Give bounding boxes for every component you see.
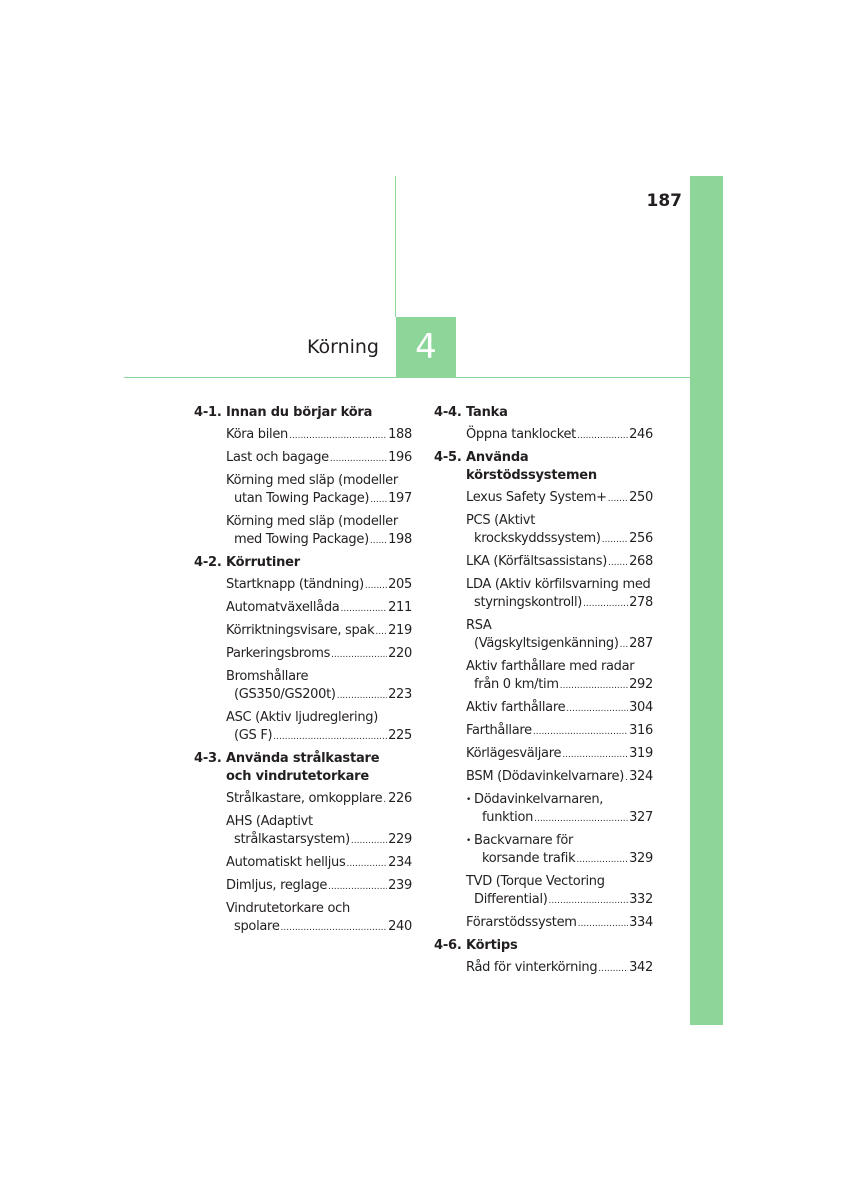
entry-text — [226, 709, 412, 727]
entry-last-line — [226, 531, 412, 550]
dot-leader — [576, 851, 628, 869]
entry-text-line: LKA (Körfältsassistans) — [466, 554, 607, 569]
entry-page-number: 196 — [388, 450, 412, 465]
entry-page-number: 319 — [629, 746, 653, 761]
section-heading — [194, 404, 412, 422]
toc-entry[interactable] — [194, 426, 412, 445]
section-heading — [434, 449, 653, 485]
entry-text — [226, 668, 412, 686]
entry-text-line: Bromshållare — [226, 669, 309, 684]
entry-page-number: 292 — [629, 677, 653, 692]
section-number: 4-1. — [194, 405, 222, 420]
entry-text-line: Startknapp (tändning) — [226, 577, 364, 592]
entry-page-number: 229 — [388, 832, 412, 847]
chapter-title: Körning — [306, 336, 379, 358]
entry-last-line — [466, 914, 653, 933]
entry-last-line — [466, 426, 653, 445]
entry-text-line: utan Towing Package) — [234, 491, 370, 506]
toc-entry[interactable] — [194, 599, 412, 618]
entry-last-line — [226, 877, 412, 896]
entry-last-line — [466, 594, 653, 613]
entry-page-number: 268 — [629, 554, 653, 569]
chapter-number-box — [396, 317, 456, 377]
toc-entry[interactable] — [434, 768, 653, 787]
entry-text-line: Parkeringsbroms — [226, 646, 331, 661]
entry-text-line: med Towing Package) — [234, 532, 369, 547]
dot-leader — [328, 878, 387, 896]
entry-last-line — [226, 831, 412, 850]
entry-page-number: 205 — [388, 577, 412, 592]
entry-text-line: PCS (Aktivt — [466, 513, 535, 528]
bullet-icon: • — [466, 836, 472, 846]
entry-page-number: 225 — [388, 728, 412, 743]
entry-last-line — [226, 790, 412, 809]
section-title-line: Innan du börjar köra — [226, 405, 373, 420]
entry-text-line: Köra bilen — [226, 427, 288, 442]
entry-text-line: Körriktningsvisare, spak — [226, 623, 375, 638]
section-number: 4-2. — [194, 555, 222, 570]
entry-page-number: 246 — [629, 427, 653, 442]
entry-page-number: 256 — [629, 531, 653, 546]
entry-text-line: spolare — [234, 919, 280, 934]
entry-last-line — [466, 530, 653, 549]
entry-text — [466, 658, 653, 676]
toc-entry[interactable] — [194, 813, 412, 850]
toc-entry[interactable] — [194, 576, 412, 595]
dot-leader — [370, 491, 387, 509]
section-number: 4-3. — [194, 751, 222, 766]
entry-text — [466, 576, 653, 594]
entry-last-line — [466, 722, 653, 741]
entry-last-line — [226, 727, 412, 746]
entry-text-line: (GS350/GS200t) — [234, 687, 336, 702]
section-title — [226, 554, 412, 572]
section-title-line: Körtips — [466, 938, 518, 953]
entry-text-line: LDA (Aktiv körfilsvarning med — [466, 577, 651, 592]
entry-text-line: Farthållare — [466, 723, 532, 738]
toc-entry[interactable] — [434, 722, 653, 741]
dot-leader — [375, 623, 387, 641]
entry-last-line — [226, 686, 412, 705]
entry-page-number: 324 — [629, 769, 653, 784]
dot-leader — [549, 892, 629, 910]
section-title-line: Tanka — [466, 405, 508, 420]
entry-page-number: 198 — [388, 532, 412, 547]
dot-leader — [330, 450, 387, 468]
entry-page-number: 329 — [629, 851, 653, 866]
entry-page-number: 287 — [629, 636, 653, 651]
entry-last-line — [226, 622, 412, 641]
entry-page-number: 342 — [629, 960, 653, 975]
entry-last-line — [466, 768, 653, 787]
dot-leader — [583, 595, 628, 613]
toc-entry[interactable] — [434, 553, 653, 572]
entry-text-line: AHS (Adaptivt — [226, 814, 313, 829]
entry-last-line — [226, 490, 412, 509]
entry-text-line: BSM (Dödavinkelvarnare) — [466, 769, 624, 784]
toc-entry[interactable] — [434, 617, 653, 654]
entry-text-line: korsande trafik — [482, 851, 576, 866]
entry-text-line: Aktiv farthållare med radar — [466, 659, 635, 674]
entry-last-line — [466, 489, 653, 508]
dot-leader — [289, 427, 387, 445]
entry-text-line: Last och bagage — [226, 450, 329, 465]
toc-entry[interactable] — [194, 513, 412, 550]
dot-leader — [608, 554, 628, 572]
toc-entry[interactable] — [434, 914, 653, 933]
entry-page-number: 334 — [629, 915, 653, 930]
toc-section — [434, 449, 653, 933]
section-title — [466, 404, 653, 422]
entry-text-line: Körning med släp (modeller — [226, 514, 398, 529]
toc-entry[interactable] — [194, 645, 412, 664]
entry-text-line: Dödavinkelvarnaren, — [474, 792, 604, 807]
entry-text — [466, 617, 653, 635]
toc-entry[interactable] — [434, 576, 653, 613]
entry-text-line: (Vägskyltsigenkänning) — [474, 636, 619, 651]
dot-leader — [346, 855, 387, 873]
entry-last-line — [226, 576, 412, 595]
section-title — [466, 937, 653, 955]
dot-leader — [273, 728, 387, 746]
entry-page-number: 278 — [629, 595, 653, 610]
chapter-side-tab — [690, 176, 723, 1025]
toc-entry[interactable] — [434, 658, 653, 695]
entry-text-line: ASC (Aktiv ljudreglering) — [226, 710, 379, 725]
entry-text-line: Lexus Safety System+ — [466, 490, 607, 505]
dot-leader — [620, 636, 628, 654]
toc-entry[interactable] — [194, 668, 412, 705]
section-title — [226, 404, 412, 422]
entry-text-line: Öppna tanklocket — [466, 427, 576, 442]
toc-entry[interactable] — [434, 699, 653, 718]
entry-last-line — [226, 918, 412, 937]
entry-page-number: 234 — [388, 855, 412, 870]
entry-text-line: Körning med släp (modeller — [226, 473, 398, 488]
toc-entry[interactable] — [194, 622, 412, 641]
section-title — [226, 750, 412, 786]
entry-page-number: 240 — [388, 919, 412, 934]
entry-last-line — [466, 635, 653, 654]
entry-text-line: från 0 km/tim — [474, 677, 559, 692]
entry-text-line: strålkastarsystem) — [234, 832, 350, 847]
entry-text — [226, 513, 412, 531]
dot-leader — [533, 723, 628, 741]
entry-text-line: Differential) — [474, 892, 548, 907]
dot-leader — [340, 600, 387, 618]
entry-text-line: Backvarnare för — [474, 833, 574, 848]
dot-leader — [577, 427, 628, 445]
section-title-line: Körrutiner — [226, 555, 301, 570]
section-number: 4-5. — [434, 450, 462, 465]
entry-page-number: 188 — [388, 427, 412, 442]
dot-leader — [534, 810, 628, 828]
entry-text-line: (GS F) — [234, 728, 273, 743]
dot-leader — [351, 832, 387, 850]
entry-page-number: 239 — [388, 878, 412, 893]
entry-text-line: Förarstödssystem — [466, 915, 577, 930]
toc-entry[interactable] — [194, 449, 412, 468]
entry-last-line — [226, 645, 412, 664]
entry-text — [226, 813, 412, 831]
entry-text-line: TVD (Torque Vectoring — [466, 874, 605, 889]
dot-leader — [608, 490, 628, 508]
entry-last-line — [474, 850, 653, 869]
dot-leader — [370, 532, 387, 550]
entry-text-line: Automatiskt helljus — [226, 855, 346, 870]
entry-text — [226, 472, 412, 490]
chapter-number: 4 — [415, 327, 437, 367]
dot-leader — [383, 791, 387, 809]
page-number: 187 — [646, 191, 682, 211]
entry-page-number: 220 — [388, 646, 412, 661]
toc-entry[interactable] — [434, 512, 653, 549]
entry-text-line: Strålkastare, omkopplare — [226, 791, 383, 806]
toc-entry[interactable] — [194, 472, 412, 509]
toc-section — [434, 404, 653, 445]
dot-leader — [602, 531, 628, 549]
entry-text — [226, 900, 412, 918]
toc-entry[interactable] — [194, 790, 412, 809]
entry-text-line: Aktiv farthållare — [466, 700, 566, 715]
entry-last-line — [466, 676, 653, 695]
section-number: 4-4. — [434, 405, 462, 420]
dot-leader — [578, 915, 628, 933]
section-number: 4-6. — [434, 938, 462, 953]
entry-page-number: 226 — [388, 791, 412, 806]
entry-last-line — [226, 449, 412, 468]
entry-page-number: 316 — [629, 723, 653, 738]
entry-text-line: RSA — [466, 618, 492, 633]
section-heading — [194, 750, 412, 786]
toc-entry[interactable] — [434, 873, 653, 910]
entry-page-number: 219 — [388, 623, 412, 638]
dot-leader — [331, 646, 387, 664]
entry-text-line: Råd för vinterkörning — [466, 960, 598, 975]
toc-section — [194, 404, 412, 550]
entry-page-number: 211 — [388, 600, 412, 615]
entry-page-number: 327 — [629, 810, 653, 825]
entry-page-number: 223 — [388, 687, 412, 702]
toc-entry[interactable] — [194, 709, 412, 746]
section-title-line: och vindrutetorkare — [226, 769, 370, 784]
entry-last-line — [466, 891, 653, 910]
entry-text-line: Automatväxellåda — [226, 600, 340, 615]
dot-leader — [562, 746, 628, 764]
toc-section — [194, 554, 412, 746]
entry-last-line — [474, 809, 653, 828]
entry-text — [466, 832, 653, 850]
entry-page-number: 304 — [629, 700, 653, 715]
entry-page-number: 197 — [388, 491, 412, 506]
entry-last-line — [226, 854, 412, 873]
section-title-line: Använda strålkastare — [226, 751, 380, 766]
toc-entry[interactable] — [434, 832, 653, 869]
entry-last-line — [466, 745, 653, 764]
dot-leader — [625, 769, 628, 787]
entry-last-line — [226, 426, 412, 445]
entry-text-line: styrningskontroll) — [474, 595, 583, 610]
toc-entry[interactable] — [434, 791, 653, 828]
entry-last-line — [466, 699, 653, 718]
entry-text — [466, 873, 653, 891]
toc-entry[interactable] — [434, 489, 653, 508]
toc-entry[interactable] — [194, 854, 412, 873]
dot-leader — [566, 700, 628, 718]
header-vertical-rule — [395, 176, 396, 317]
header-horizontal-rule — [124, 377, 690, 378]
toc-left-column — [194, 404, 412, 941]
dot-leader — [281, 919, 388, 937]
entry-last-line — [466, 959, 653, 978]
entry-text-line: Dimljus, reglage — [226, 878, 328, 893]
toc-section — [434, 937, 653, 978]
section-title — [466, 449, 653, 485]
entry-text — [466, 512, 653, 530]
bullet-icon: • — [466, 795, 472, 805]
toc-entry[interactable] — [434, 426, 653, 445]
entry-page-number: 250 — [629, 490, 653, 505]
dot-leader — [365, 577, 387, 595]
toc-entry[interactable] — [194, 877, 412, 896]
entry-last-line — [226, 599, 412, 618]
toc-entry[interactable] — [434, 959, 653, 978]
toc-entry[interactable] — [434, 745, 653, 764]
entry-text-line: Vindrutetorkare och — [226, 901, 350, 916]
section-heading — [434, 937, 653, 955]
dot-leader — [560, 677, 628, 695]
entry-text-line: funktion — [482, 810, 534, 825]
section-heading — [194, 554, 412, 572]
entry-text — [466, 791, 653, 809]
toc-section — [194, 750, 412, 937]
toc-entry[interactable] — [194, 900, 412, 937]
dot-leader — [337, 687, 387, 705]
toc-right-column — [434, 404, 653, 982]
entry-text-line: krockskyddssystem) — [474, 531, 601, 546]
entry-last-line — [466, 553, 653, 572]
section-title-line: Använda körstödssystemen — [466, 450, 597, 483]
entry-text-line: Körlägesväljare — [466, 746, 562, 761]
section-heading — [434, 404, 653, 422]
dot-leader — [598, 960, 628, 978]
entry-page-number: 332 — [629, 892, 653, 907]
